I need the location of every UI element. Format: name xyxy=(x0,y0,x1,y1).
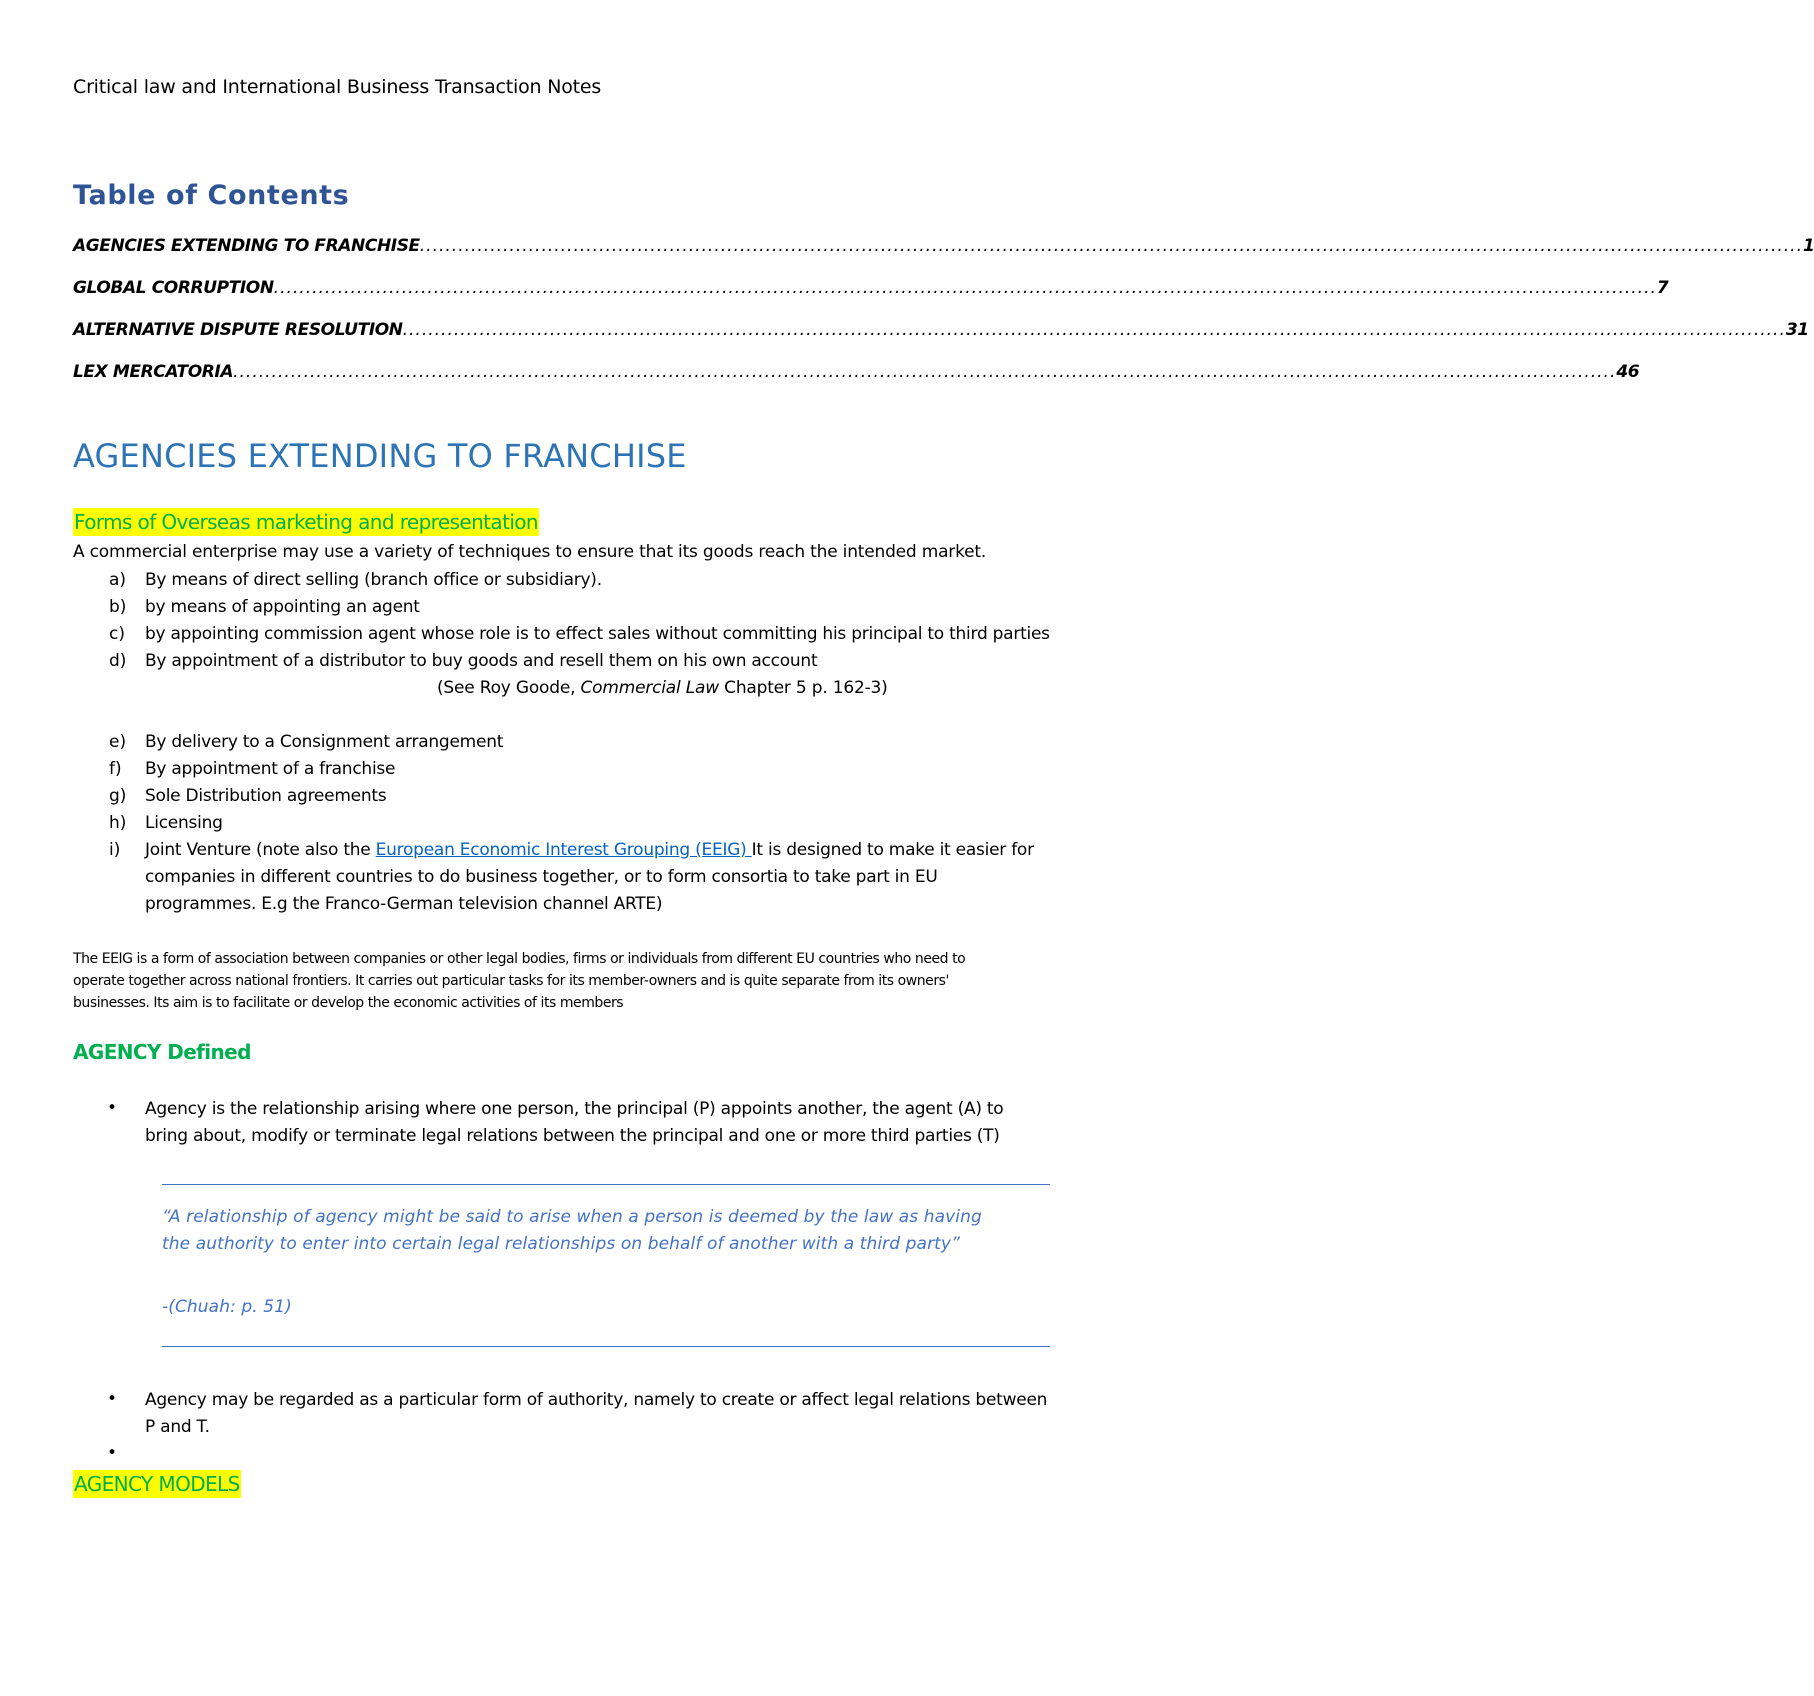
toc-leader-dots: ........................................................................................................................................................................................................................ xyxy=(233,362,1617,382)
list-text: by means of appointing an agent xyxy=(145,597,420,617)
eeig-paragraph-line: The EEIG is a form of association between companies or other legal bodies, firms or individuals from different EU countries who need to xyxy=(73,951,966,967)
eeig-link[interactable]: European Economic Interest Grouping (EEIG) xyxy=(375,840,752,860)
toc-leader-dots: ........................................................................................................................................................................................................................ xyxy=(402,320,1786,340)
bullet-icon: • xyxy=(107,1443,118,1463)
eeig-paragraph-line: operate together across national frontiers. It carries out particular tasks for its member-owners and is quite separate from its owners' xyxy=(73,973,949,989)
toc-entry-page: 1 xyxy=(1803,236,1814,256)
item-i-after: It is designed to make it easier for xyxy=(751,840,1034,860)
bullet-text: Agency may be regarded as a particular form of authority, namely to create or affect legal relations between xyxy=(145,1390,1048,1410)
toc-entry[interactable] xyxy=(73,278,1669,298)
toc-entry-label: AGENCIES EXTENDING TO FRANCHISE xyxy=(73,236,420,256)
list-marker: f) xyxy=(109,759,122,779)
toc-leader-dots: ........................................................................................................................................................................................................................ xyxy=(419,236,1803,256)
list-marker: h) xyxy=(109,813,127,833)
list-text: By means of direct selling (branch office or subsidiary). xyxy=(145,570,602,590)
list-text-continued: companies in different countries to do business together, or to form consortia to take part in EU xyxy=(145,867,938,887)
agency-defined-heading: AGENCY Defined xyxy=(73,1040,251,1064)
citation-title: Commercial Law xyxy=(580,678,719,698)
eeig-paragraph-line: businesses. Its aim is to facilitate or develop the economic activities of its members xyxy=(73,995,624,1011)
toc-entry-page: 46 xyxy=(1616,362,1640,382)
quote-top-rule xyxy=(162,1184,1050,1185)
citation-after: Chapter 5 p. 162-3) xyxy=(718,678,888,698)
quote-line: the authority to enter into certain legal relationships on behalf of another with a third party” xyxy=(162,1234,960,1254)
list-marker: d) xyxy=(109,651,127,671)
list-marker: e) xyxy=(109,732,127,752)
bullet-icon: • xyxy=(107,1098,118,1118)
citation-before: (See Roy Goode, xyxy=(437,678,581,698)
list-marker: b) xyxy=(109,597,127,617)
bullet-text-continued: P and T. xyxy=(145,1417,210,1437)
list-text xyxy=(145,840,1034,860)
toc-entry-label: GLOBAL CORRUPTION xyxy=(73,278,274,298)
toc-entry-label: LEX MERCATORIA xyxy=(73,362,234,382)
section-heading: AGENCIES EXTENDING TO FRANCHISE xyxy=(73,437,687,475)
list-text: by appointing commission agent whose role is to effect sales without committing his principal to third parties xyxy=(145,624,1050,644)
list-text: By appointment of a franchise xyxy=(145,759,396,779)
toc-leader-dots: ........................................................................................................................................................................................................................ xyxy=(273,278,1657,298)
list-marker: a) xyxy=(109,570,127,590)
quote-bottom-rule xyxy=(162,1346,1050,1347)
item-i-before: Joint Venture (note also the xyxy=(145,840,376,860)
document-header: Critical law and International Business Transaction Notes xyxy=(73,76,602,98)
list-text: By delivery to a Consignment arrangement xyxy=(145,732,504,752)
list-marker: c) xyxy=(109,624,125,644)
toc-entry-label: ALTERNATIVE DISPUTE RESOLUTION xyxy=(73,320,403,340)
list-text-continued: programmes. E.g the Franco-German television channel ARTE) xyxy=(145,894,663,914)
bullet-text: Agency is the relationship arising where one person, the principal (P) appoints another, the agent (A) to xyxy=(145,1099,1004,1119)
toc-title: Table of Contents xyxy=(73,180,350,211)
list-text: Licensing xyxy=(145,813,223,833)
quote-line: “A relationship of agency might be said to arise when a person is deemed by the law as having xyxy=(162,1207,982,1227)
bullet-icon: • xyxy=(107,1389,118,1409)
list-text: Sole Distribution agreements xyxy=(145,786,387,806)
toc-entry-page: 31 xyxy=(1785,320,1809,340)
forms-heading: Forms of Overseas marketing and representation xyxy=(74,510,538,534)
bullet-text-continued: bring about, modify or terminate legal relations between the principal and one or more third parties (T) xyxy=(145,1126,1000,1146)
toc-entry[interactable] xyxy=(73,236,1814,256)
agency-models-heading: AGENCY MODELS xyxy=(74,1472,240,1496)
list-marker: i) xyxy=(109,840,121,860)
intro-paragraph: A commercial enterprise may use a variety of techniques to ensure that its goods reach the intended market. xyxy=(73,542,987,562)
quote-attribution: -(Chuah: p. 51) xyxy=(162,1297,292,1317)
list-marker: g) xyxy=(109,786,127,806)
list-text: By appointment of a distributor to buy goods and resell them on his own account xyxy=(145,651,818,671)
toc-entry[interactable] xyxy=(73,362,1640,382)
citation xyxy=(437,678,888,698)
toc-entry-page: 7 xyxy=(1656,278,1669,298)
toc-entry[interactable] xyxy=(73,320,1809,340)
